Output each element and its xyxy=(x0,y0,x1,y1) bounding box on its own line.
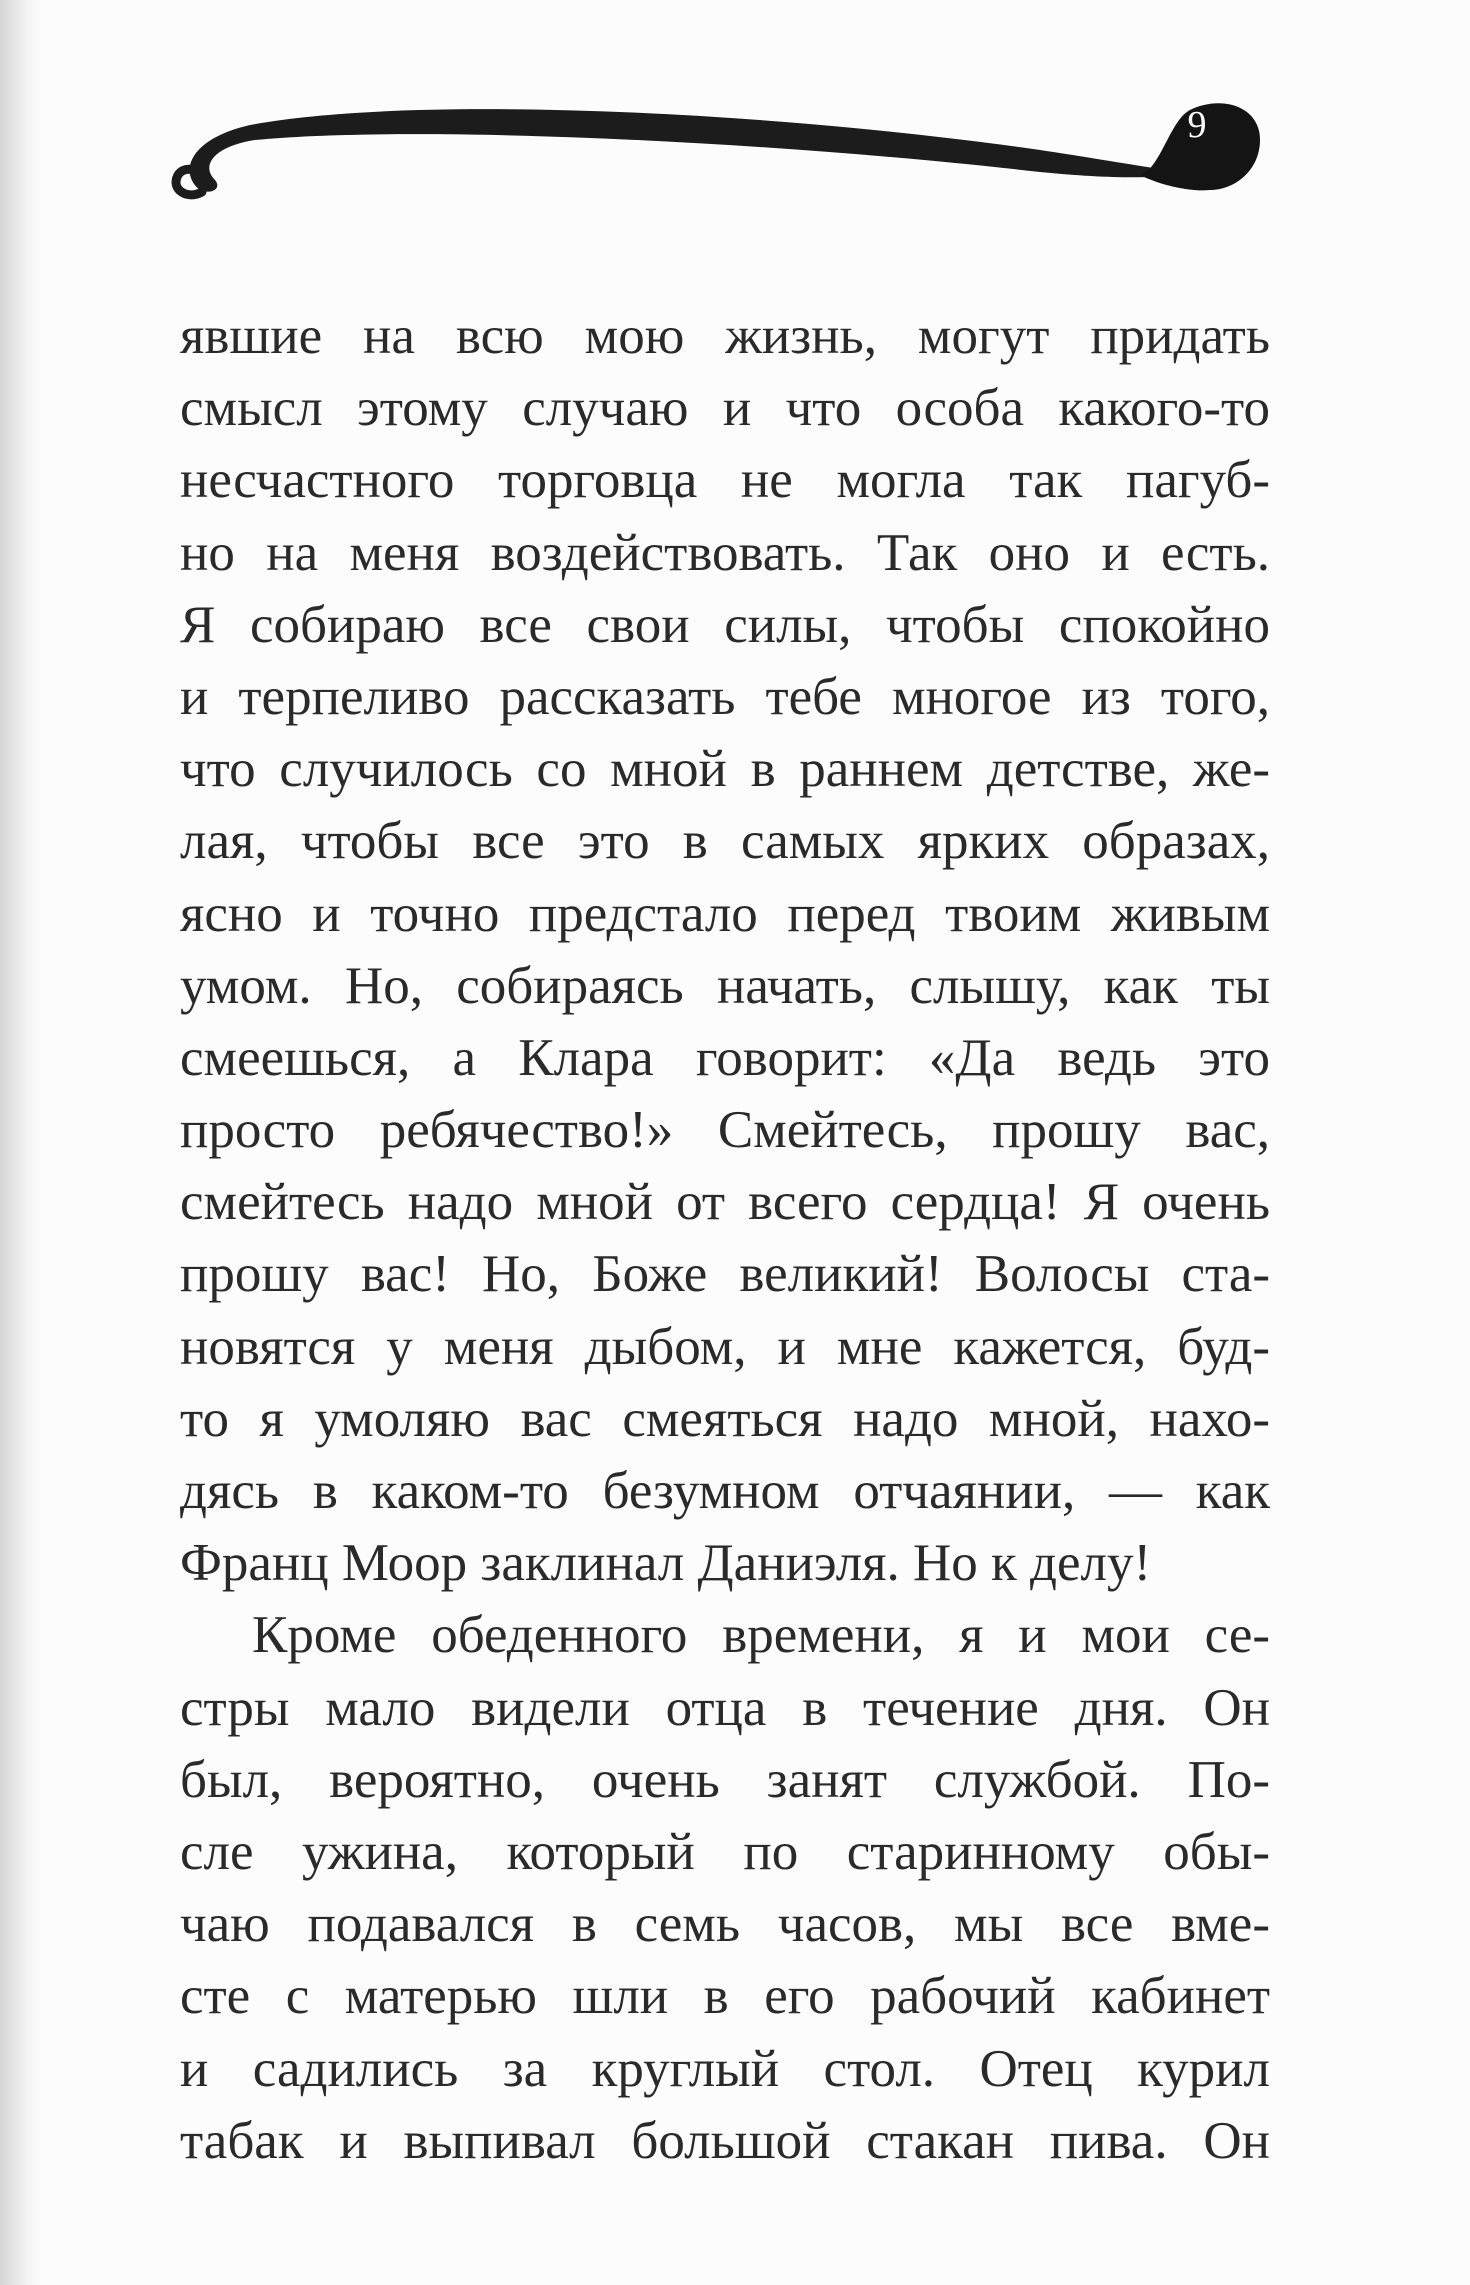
text-line: лая, чтобы все это в самых ярких образах, xyxy=(180,812,1270,871)
text-line: дясь в каком-то безумном отчаянии, — как xyxy=(180,1462,1270,1520)
text-line: то я умоляю вас смеяться надо мной, нахо- xyxy=(180,1389,1270,1448)
text-line: несчастного торговца не могла так пагуб- xyxy=(180,451,1270,510)
text-line: сте с матерью шли в его рабочий кабинет xyxy=(180,1967,1270,2026)
paragraph-2 xyxy=(180,1599,1270,2177)
text-line: Кроме обеденного времени, я и мои се- xyxy=(252,1606,1270,1665)
paragraph-1 xyxy=(180,300,1270,1599)
text-line: просто ребячество!» Смейтесь, прошу вас, xyxy=(180,1101,1270,1160)
text-line: стры мало видели отца в течение дня. Он xyxy=(180,1678,1270,1737)
text-line: и терпеливо рассказать тебе многое из того, xyxy=(180,667,1270,726)
text-line: Франц Моор заклинал Даниэля. Но к делу! xyxy=(180,1534,1152,1593)
text-line: чаю подавался в семь часов, мы все вме- xyxy=(180,1895,1270,1954)
text-line: новятся у меня дыбом, и мне кажется, буд- xyxy=(180,1317,1270,1376)
text-line: сле ужина, который по старинному обы- xyxy=(180,1822,1270,1881)
page-number: 9 xyxy=(1187,104,1207,146)
text-line: табак и выпивал большой стакан пива. Он xyxy=(180,2111,1270,2170)
text-line: Я собираю все свои силы, чтобы спокойно xyxy=(180,595,1270,654)
spine-shadow xyxy=(0,0,40,2285)
header-swash-ornament xyxy=(160,80,1300,230)
text-line: смысл этому случаю и что особа какого-то xyxy=(180,379,1270,438)
text-line: прошу вас! Но, Боже великий! Волосы ста- xyxy=(180,1245,1270,1304)
text-line: и садились за круглый стол. Отец курил xyxy=(180,2039,1270,2098)
text-line: ясно и точно предстало перед твоим живым xyxy=(180,884,1270,943)
text-line: смейтесь надо мной от всего сердца! Я очень xyxy=(180,1173,1270,1232)
text-line: был, вероятно, очень занят службой. По- xyxy=(180,1750,1270,1809)
text-line: смеешься, а Клара говорит: «Да ведь это xyxy=(180,1028,1270,1087)
text-line: умом. Но, собираясь начать, слышу, как ты xyxy=(180,956,1270,1015)
text-line: но на меня воздействовать. Так оно и есть. xyxy=(180,523,1270,582)
text-line: что случилось со мной в раннем детстве, же- xyxy=(180,740,1270,799)
body-text xyxy=(180,300,1270,2177)
text-line: явшие на всю мою жизнь, могут придать xyxy=(180,307,1270,365)
